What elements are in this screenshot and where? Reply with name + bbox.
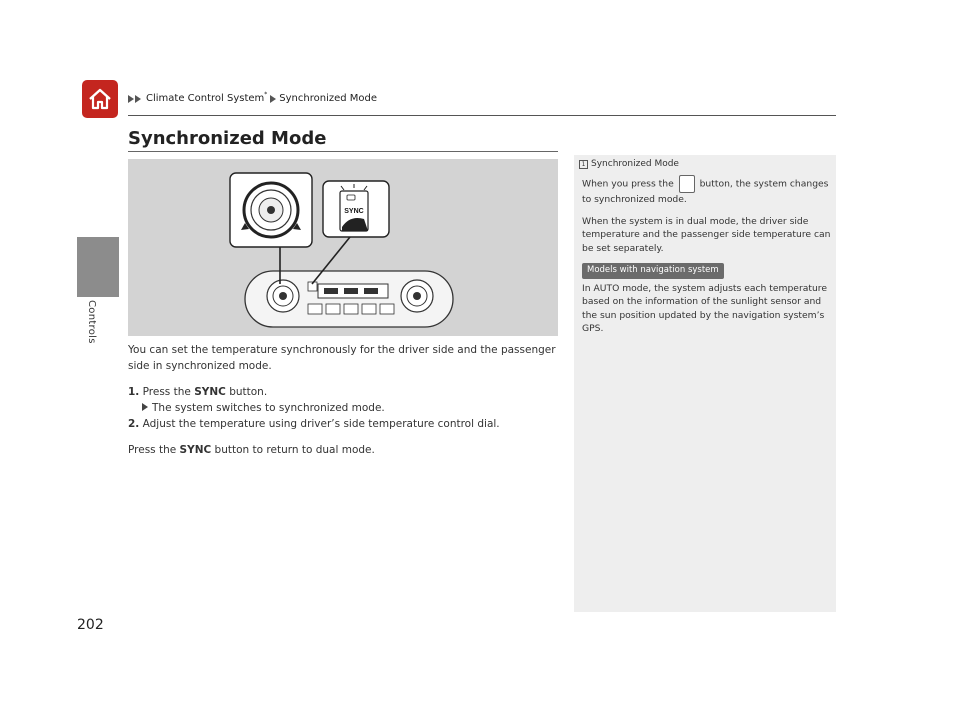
navigation-models-badge: Models with navigation system xyxy=(582,263,724,279)
note-paragraph-3: In AUTO mode, the system adjusts each temperature based on the information of the sunlight sensor and the sun position updated by the navigation system’s GPS. xyxy=(582,282,828,334)
note-title: 1 Synchronized Mode xyxy=(579,159,679,169)
note-paragraph-1: When you press the button, the system changes to synchronized mode. xyxy=(582,175,832,207)
title-divider xyxy=(128,151,558,152)
breadcrumb xyxy=(128,93,377,104)
intro-paragraph: You can set the temperature synchronously for the driver side and the passenger side in synchronized mode. xyxy=(128,344,556,372)
header-divider xyxy=(128,115,836,116)
section-tab-marker xyxy=(77,237,119,297)
step-1-result: The system switches to synchronized mode. xyxy=(128,400,558,416)
breadcrumb-arrow-icon xyxy=(128,95,142,103)
step-1: 1. Press the SYNC button. xyxy=(128,386,268,398)
note-panel xyxy=(574,155,836,612)
climate-control-illustration xyxy=(128,159,558,336)
sync-button-icon xyxy=(679,175,695,193)
note-icon: 1 xyxy=(579,160,588,169)
section-tab-label[interactable]: Controls xyxy=(86,300,97,344)
breadcrumb-current: Synchronized Mode xyxy=(279,93,378,104)
sync-button-label: SYNC xyxy=(344,208,364,215)
home-icon xyxy=(87,86,113,112)
page-number: 202 xyxy=(77,617,104,633)
breadcrumb-link-climate-control[interactable]: Climate Control System* xyxy=(146,91,268,104)
return-instruction: Press the SYNC button to return to dual mode. xyxy=(128,444,375,456)
body-content xyxy=(128,342,558,458)
result-arrow-icon xyxy=(142,403,148,411)
note-paragraph-2: When the system is in dual mode, the driver side temperature and the passenger side temperature can be set separately. xyxy=(582,215,831,254)
step-2: 2. Adjust the temperature using driver’s side temperature control dial. xyxy=(128,418,500,430)
home-button[interactable] xyxy=(82,80,118,118)
page-title: Synchronized Mode xyxy=(128,128,327,149)
breadcrumb-arrow-icon xyxy=(270,95,276,103)
